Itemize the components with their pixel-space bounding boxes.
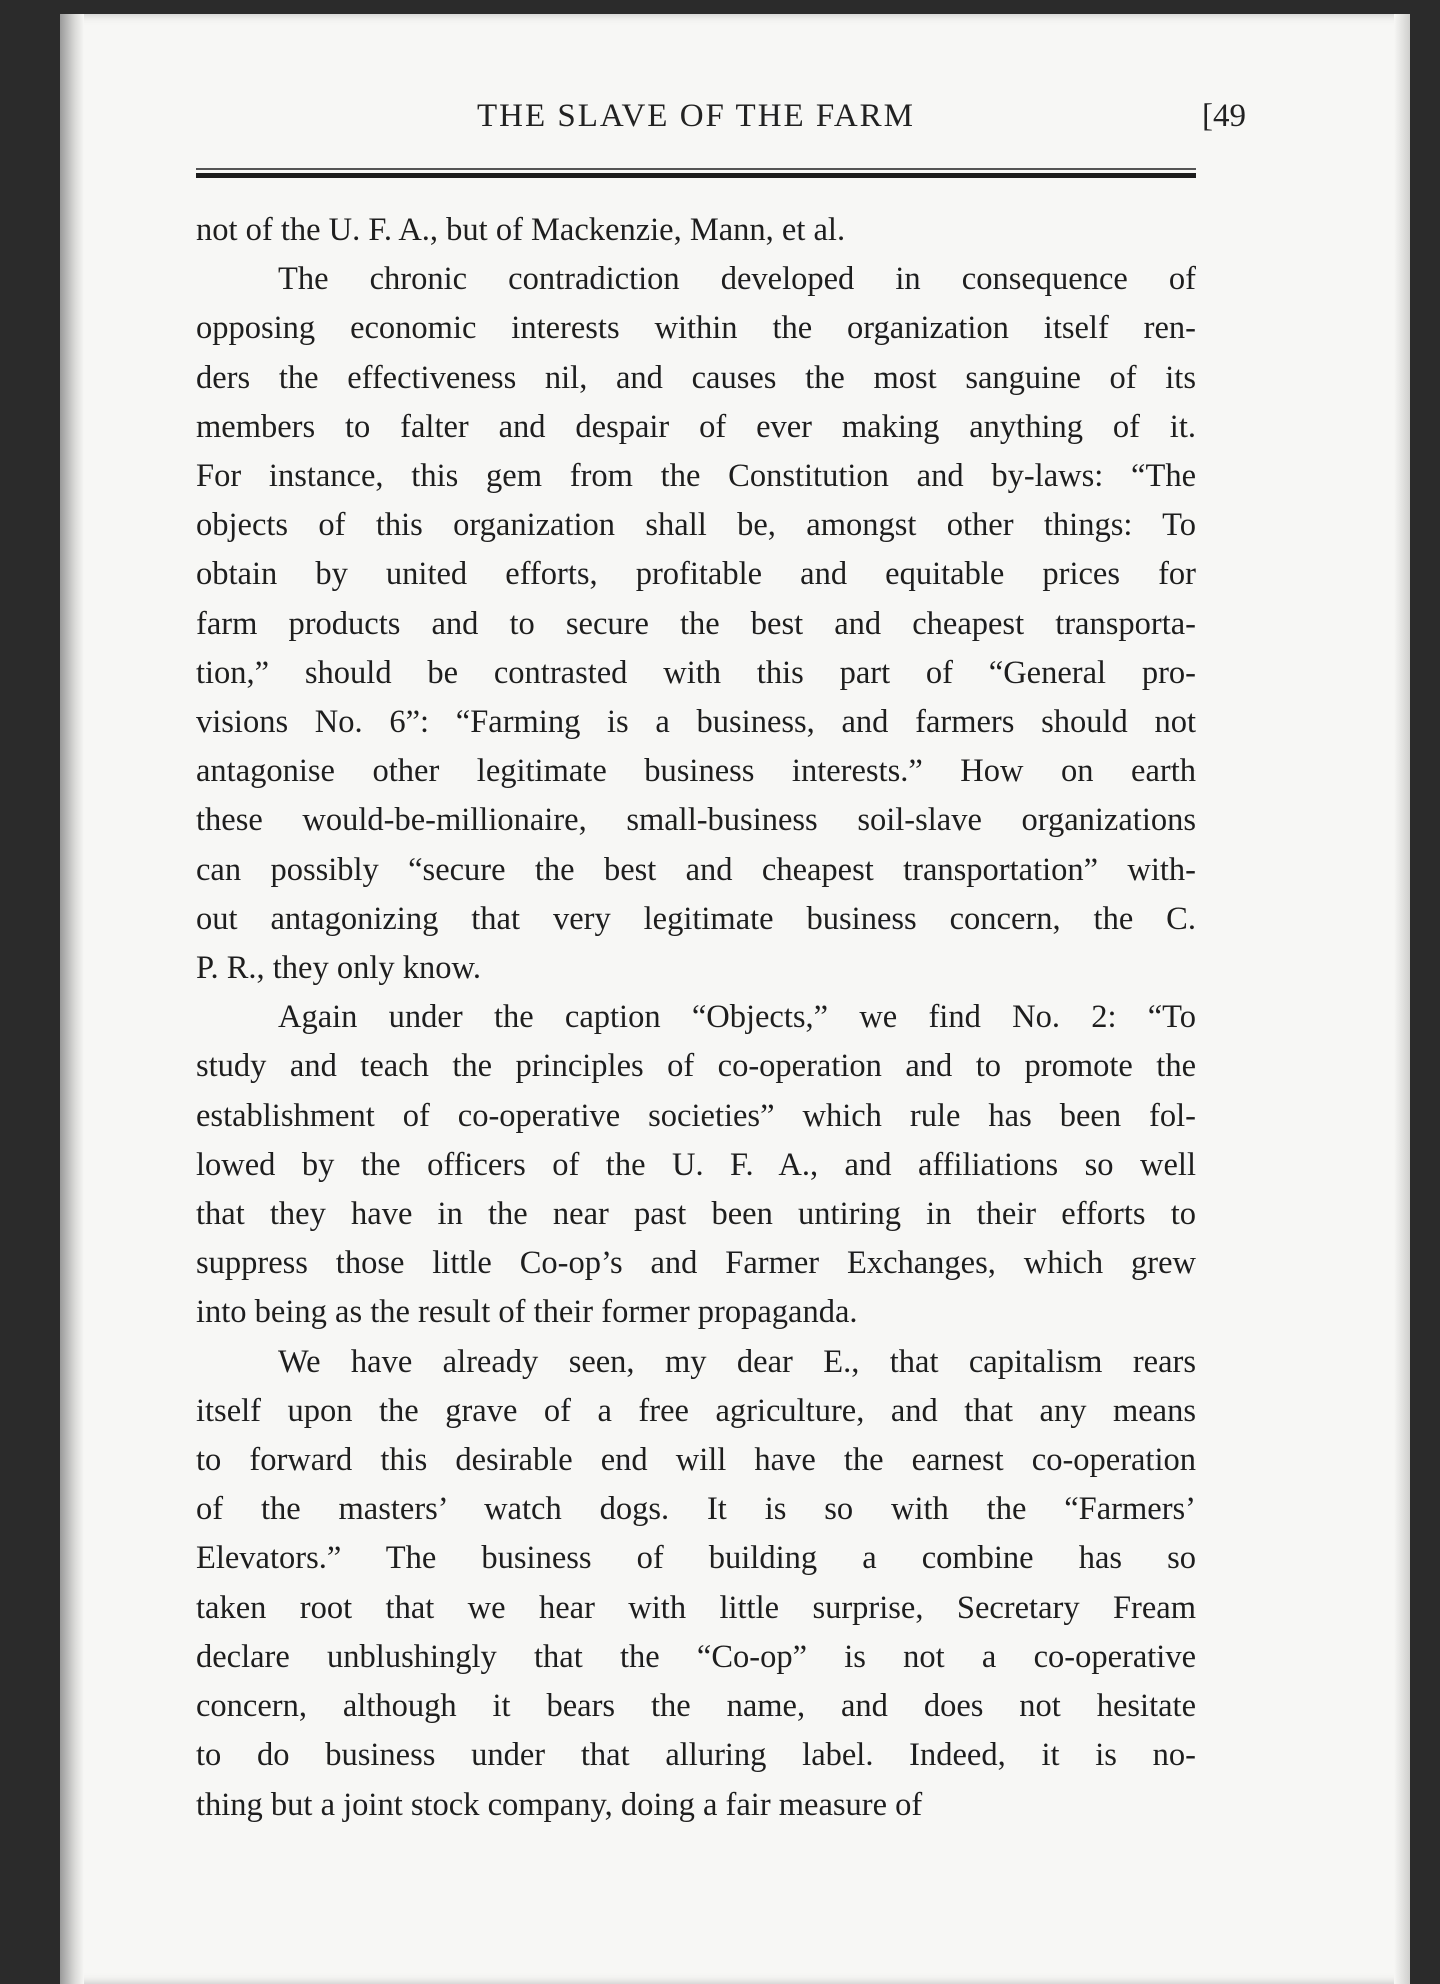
running-title: THE SLAVE OF THE FARM (476, 98, 916, 134)
page-edge-shadow (1394, 14, 1410, 1984)
text-line: study and teach the principles of co-operation and to promote the (196, 1048, 1196, 1085)
text-line: suppress those little Co-op’s and Farmer Exchanges, which grew (196, 1245, 1196, 1282)
text-line: itself upon the grave of a free agriculture, and that any means (196, 1392, 1196, 1429)
text-line: obtain by united efforts, profitable and equitable prices for (196, 556, 1196, 593)
header-rule-thin (196, 168, 1196, 170)
text-line: lowed by the officers of the U. F. A., and affiliations so well (196, 1146, 1196, 1183)
text-line: declare unblushingly that the “Co-op” is not a co-operative (196, 1638, 1196, 1675)
text-line: to forward this desirable end will have the earnest co-operation (196, 1442, 1196, 1479)
paragraph (196, 206, 1196, 255)
text-line: The chronic contradiction developed in consequence of (278, 261, 1196, 298)
text-line: concern, although it bears the name, and does not hesitate (196, 1688, 1196, 1725)
text-line: Elevators.” The business of building a combine has so (196, 1540, 1196, 1577)
text-line: not of the U. F. A., but of Mackenzie, Mann, et al. (196, 212, 846, 248)
text-line: establishment of co-operative societies” which rule has been fol- (196, 1097, 1196, 1134)
text-line: antagonise other legitimate business interests.” How on earth (196, 753, 1196, 790)
running-header (196, 98, 1246, 158)
text-line: P. R., they only know. (196, 950, 481, 987)
text-line: these would-be-millionaire, small-business soil-slave organizations (196, 802, 1196, 839)
text-line: ders the effectiveness nil, and causes the most sanguine of its (196, 359, 1196, 396)
text-line: farm products and to secure the best and cheapest transporta- (196, 605, 1196, 642)
text-line: members to falter and despair of ever making anything of it. (196, 408, 1196, 445)
text-line: tion,” should be contrasted with this part of “General pro- (196, 654, 1196, 691)
text-line: visions No. 6”: “Farming is a business, and farmers should not (196, 704, 1196, 741)
text-line: opposing economic interests within the organization itself ren- (196, 310, 1196, 347)
text-line: thing but a joint stock company, doing a fair measure of (196, 1786, 923, 1823)
paragraph (196, 255, 1196, 993)
text-line: can possibly “secure the best and cheapest transportation” with- (196, 851, 1196, 888)
page-number: [49 (1202, 98, 1246, 134)
text-line: taken root that we hear with little surprise, Secretary Fream (196, 1589, 1196, 1626)
page-gutter-shadow (60, 14, 84, 1984)
text-line: For instance, this gem from the Constitution and by-laws: “The (196, 458, 1196, 495)
text-line: that they have in the near past been untiring in their efforts to (196, 1196, 1196, 1233)
text-line: out antagonizing that very legitimate business concern, the C. (196, 900, 1196, 937)
paragraph (196, 1338, 1196, 1830)
text-line: to do business under that alluring label. Indeed, it is no- (196, 1737, 1196, 1774)
header-rule-thick (196, 173, 1196, 178)
text-line: of the masters’ watch dogs. It is so with the “Farmers’ (196, 1491, 1196, 1528)
body-text (196, 206, 1196, 1830)
text-line: Again under the caption “Objects,” we find No. 2: “To (278, 999, 1196, 1036)
text-line: We have already seen, my dear E., that capitalism rears (278, 1343, 1196, 1380)
text-line: objects of this organization shall be, amongst other things: To (196, 507, 1196, 544)
paragraph (196, 993, 1196, 1337)
text-line: into being as the result of their former propaganda. (196, 1294, 858, 1331)
